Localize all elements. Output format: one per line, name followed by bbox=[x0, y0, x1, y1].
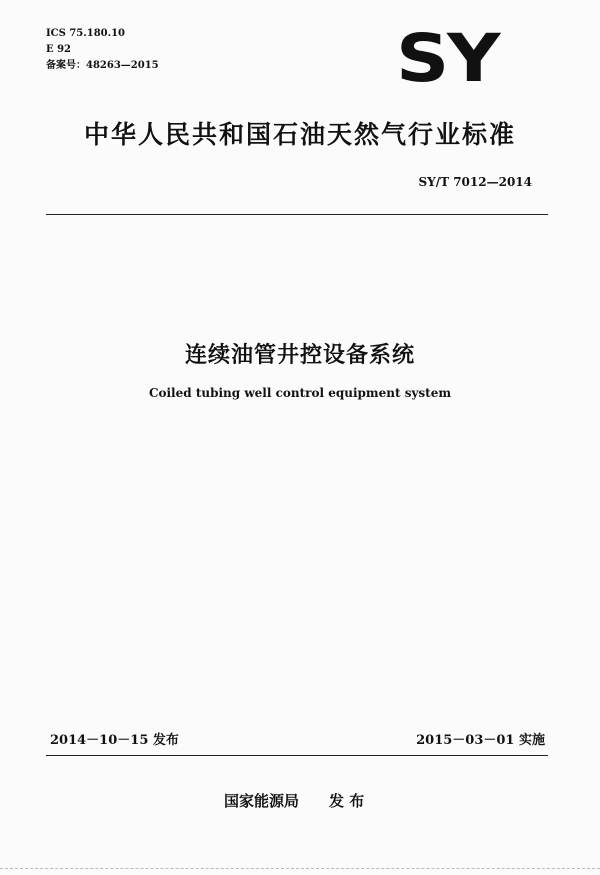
implementation-date: 2015－03－01 实施 bbox=[416, 733, 545, 748]
scan-edge-line bbox=[0, 868, 600, 869]
classification-block bbox=[46, 26, 159, 74]
top-divider bbox=[46, 214, 548, 215]
sy-logo: SY bbox=[396, 20, 499, 97]
standard-number: SY/T 7012—2014 bbox=[418, 175, 532, 189]
bottom-divider bbox=[46, 755, 548, 756]
ics-code: ICS 75.180.10 bbox=[46, 28, 126, 39]
publisher-action: 发 布 bbox=[329, 792, 365, 810]
record-number: 备案号：48263—2015 bbox=[46, 60, 159, 71]
issue-date: 2014－10－15 发布 bbox=[50, 733, 179, 748]
title-english: Coiled tubing well control equipment system bbox=[148, 386, 452, 400]
publisher-name: 国家能源局 bbox=[224, 792, 300, 810]
title-chinese: 连续油管井控设备系统 bbox=[184, 343, 415, 368]
issuing-standard-category: 中华人民共和国石油天然气行业标准 bbox=[83, 120, 516, 149]
ccs-code: E 92 bbox=[46, 44, 72, 55]
publisher-line bbox=[224, 790, 364, 811]
